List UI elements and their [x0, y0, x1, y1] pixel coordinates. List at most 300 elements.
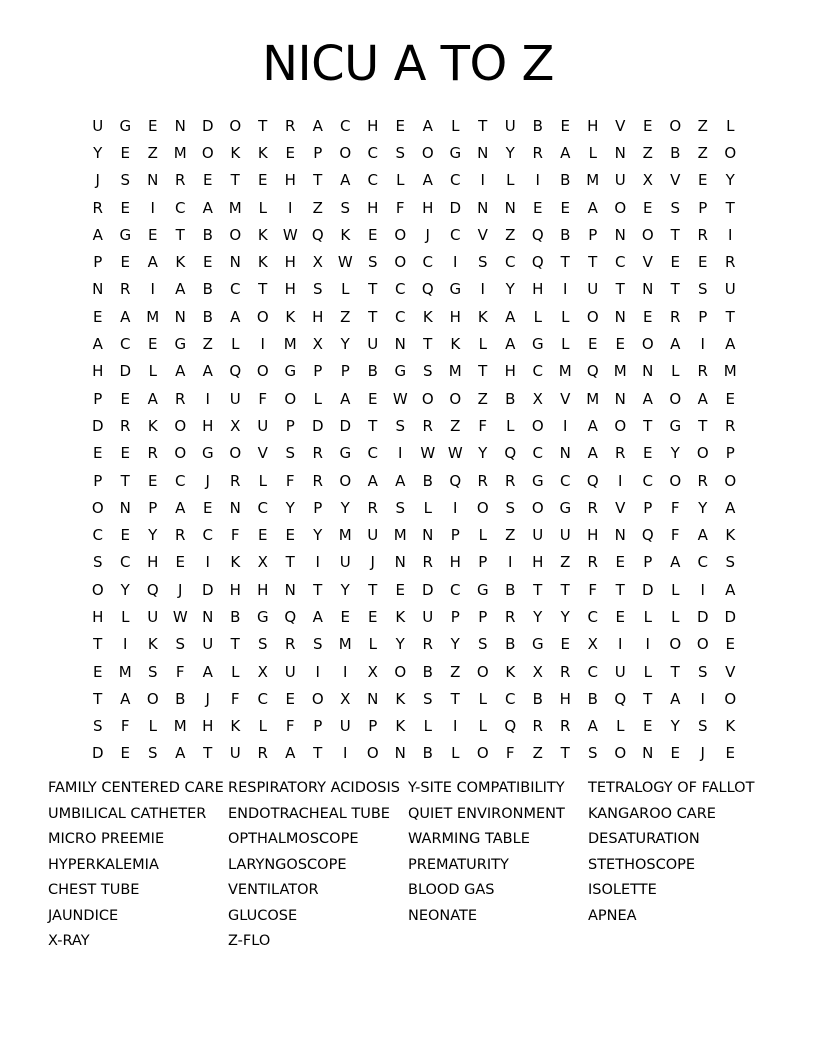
- grid-letter: H: [284, 171, 296, 190]
- grid-letter: I: [700, 580, 705, 599]
- grid-letter: C: [92, 526, 103, 545]
- grid-letter: T: [258, 116, 268, 135]
- grid-letter: E: [698, 171, 708, 190]
- grid-letter: R: [422, 416, 433, 435]
- word-list-item: UMBILICAL CATHETER: [48, 805, 207, 822]
- grid-letter: T: [725, 307, 735, 326]
- grid-letter: C: [450, 580, 461, 599]
- grid-letter: T: [230, 635, 240, 654]
- grid-letter: V: [615, 116, 626, 135]
- grid-letter: K: [257, 143, 268, 162]
- grid-letter: N: [504, 198, 516, 217]
- grid-letter: U: [92, 116, 104, 135]
- grid-letter: S: [175, 635, 186, 654]
- grid-letter: D: [724, 607, 737, 626]
- grid-letter: O: [586, 307, 599, 326]
- grid-letter: A: [340, 389, 351, 408]
- word-list-item: [588, 929, 788, 955]
- grid-letter: C: [395, 280, 406, 299]
- grid-letter: S: [312, 280, 323, 299]
- grid-letter: T: [478, 116, 488, 135]
- grid-letter: R: [505, 607, 516, 626]
- grid-letter: A: [697, 389, 708, 408]
- grid-letter: N: [92, 280, 104, 299]
- grid-letter: I: [618, 635, 623, 654]
- grid-letter: Q: [641, 526, 654, 545]
- grid-letter: O: [669, 635, 682, 654]
- grid-letter: N: [229, 253, 241, 272]
- grid-letter: A: [202, 662, 213, 681]
- grid-letter: X: [532, 389, 543, 408]
- grid-letter: X: [642, 171, 653, 190]
- grid-letter: T: [93, 689, 103, 708]
- grid-letter: E: [120, 253, 130, 272]
- grid-letter: H: [449, 307, 461, 326]
- grid-letter: F: [230, 689, 240, 708]
- grid-letter: P: [450, 607, 460, 626]
- grid-letter: H: [312, 307, 324, 326]
- grid-letter: O: [366, 744, 379, 763]
- grid-letter: S: [725, 553, 736, 572]
- grid-letter: F: [230, 526, 240, 545]
- grid-letter: Q: [586, 471, 599, 490]
- grid-letter: N: [394, 335, 406, 354]
- grid-letter: M: [338, 526, 352, 545]
- grid-row: [84, 576, 744, 603]
- grid-letter: V: [725, 662, 736, 681]
- grid-letter: P: [313, 362, 323, 381]
- grid-letter: L: [231, 335, 240, 354]
- grid-letter: D: [421, 580, 434, 599]
- grid-letter: E: [120, 526, 130, 545]
- grid-letter: S: [147, 662, 158, 681]
- grid-letter: W: [337, 253, 353, 272]
- grid-letter: T: [120, 471, 130, 490]
- grid-letter: S: [92, 553, 103, 572]
- grid-letter: E: [285, 143, 295, 162]
- grid-letter: E: [120, 444, 130, 463]
- grid-letter: T: [560, 253, 570, 272]
- grid-letter: B: [560, 171, 571, 190]
- grid-letter: Z: [505, 225, 516, 244]
- grid-letter: M: [723, 362, 737, 381]
- grid-letter: P: [93, 389, 103, 408]
- grid-letter: S: [395, 416, 406, 435]
- letter-grid: [84, 112, 744, 767]
- grid-letter: S: [505, 498, 516, 517]
- grid-letter: E: [203, 171, 213, 190]
- grid-letter: O: [394, 225, 407, 244]
- grid-letter: K: [725, 526, 736, 545]
- grid-letter: S: [147, 744, 158, 763]
- grid-letter: I: [398, 444, 403, 463]
- grid-letter: L: [643, 662, 652, 681]
- grid-letter: P: [340, 362, 350, 381]
- grid-letter: F: [285, 471, 295, 490]
- grid-letter: O: [724, 143, 737, 162]
- grid-letter: T: [230, 171, 240, 190]
- grid-letter: M: [558, 362, 572, 381]
- grid-letter: I: [123, 635, 128, 654]
- grid-letter: E: [285, 526, 295, 545]
- grid-letter: N: [202, 607, 214, 626]
- grid-letter: A: [312, 607, 323, 626]
- grid-letter: N: [174, 116, 186, 135]
- grid-letter: X: [532, 662, 543, 681]
- grid-letter: B: [532, 116, 543, 135]
- grid-letter: A: [587, 444, 598, 463]
- grid-letter: S: [422, 689, 433, 708]
- grid-letter: Y: [533, 607, 543, 626]
- grid-letter: O: [476, 662, 489, 681]
- grid-letter: O: [614, 416, 627, 435]
- word-list-item: [408, 929, 588, 955]
- grid-letter: A: [505, 307, 516, 326]
- grid-letter: X: [340, 689, 351, 708]
- grid-letter: R: [532, 143, 543, 162]
- grid-letter: A: [120, 307, 131, 326]
- grid-letter: E: [340, 607, 350, 626]
- grid-letter: A: [202, 198, 213, 217]
- grid-letter: E: [148, 116, 158, 135]
- grid-letter: T: [560, 580, 570, 599]
- grid-letter: K: [285, 307, 296, 326]
- grid-letter: U: [504, 116, 516, 135]
- grid-letter: F: [395, 198, 405, 217]
- word-list-item: BLOOD GAS: [408, 882, 495, 898]
- grid-letter: Y: [560, 607, 570, 626]
- grid-letter: D: [201, 116, 214, 135]
- grid-letter: T: [203, 744, 213, 763]
- grid-letter: H: [587, 116, 599, 135]
- grid-letter: R: [422, 635, 433, 654]
- grid-letter: A: [175, 362, 186, 381]
- grid-letter: O: [476, 498, 489, 517]
- grid-letter: A: [725, 498, 736, 517]
- word-list-item: JAUNDICE: [48, 907, 119, 924]
- grid-letter: O: [531, 416, 544, 435]
- grid-letter: V: [477, 225, 488, 244]
- grid-letter: N: [147, 171, 159, 190]
- grid-letter: A: [120, 689, 131, 708]
- grid-letter: M: [173, 143, 187, 162]
- grid-letter: I: [618, 471, 623, 490]
- grid-letter: Z: [697, 116, 708, 135]
- grid-letter: U: [614, 171, 626, 190]
- grid-letter: E: [93, 307, 103, 326]
- grid-letter: R: [697, 225, 708, 244]
- grid-letter: Z: [147, 143, 158, 162]
- grid-letter: H: [202, 416, 214, 435]
- grid-letter: T: [670, 225, 680, 244]
- word-list-item: MICRO PREEMIE: [48, 831, 165, 847]
- grid-letter: L: [726, 116, 735, 135]
- grid-letter: A: [175, 280, 186, 299]
- grid-letter: Y: [725, 171, 735, 190]
- grid-letter: N: [642, 280, 654, 299]
- grid-letter: G: [256, 607, 269, 626]
- grid-letter: E: [725, 744, 735, 763]
- grid-letter: F: [670, 526, 680, 545]
- grid-letter: Y: [120, 580, 130, 599]
- grid-letter: Z: [532, 744, 543, 763]
- grid-letter: T: [725, 198, 735, 217]
- grid-letter: I: [260, 335, 265, 354]
- grid-letter: V: [257, 444, 268, 463]
- grid-letter: F: [588, 580, 598, 599]
- grid-letter: C: [257, 689, 268, 708]
- grid-letter: O: [421, 389, 434, 408]
- grid-letter: O: [256, 307, 269, 326]
- grid-letter: R: [560, 662, 571, 681]
- grid-letter: M: [393, 526, 407, 545]
- grid-letter: O: [256, 362, 269, 381]
- grid-letter: Q: [311, 225, 324, 244]
- grid-letter: U: [257, 416, 269, 435]
- grid-letter: S: [120, 171, 131, 190]
- grid-letter: L: [368, 635, 377, 654]
- grid-letter: T: [478, 362, 488, 381]
- grid-letter: H: [367, 116, 379, 135]
- grid-letter: L: [396, 171, 405, 190]
- grid-letter: L: [258, 717, 267, 736]
- grid-letter: X: [587, 635, 598, 654]
- grid-letter: R: [532, 717, 543, 736]
- grid-letter: O: [394, 253, 407, 272]
- grid-letter: F: [120, 717, 130, 736]
- grid-letter: R: [422, 553, 433, 572]
- grid-letter: Y: [395, 635, 405, 654]
- grid-letter: B: [505, 580, 516, 599]
- grid-letter: E: [615, 335, 625, 354]
- grid-letter: R: [175, 171, 186, 190]
- grid-letter: Z: [697, 143, 708, 162]
- grid-letter: T: [670, 662, 680, 681]
- grid-letter: I: [480, 280, 485, 299]
- grid-letter: S: [697, 280, 708, 299]
- grid-letter: L: [671, 607, 680, 626]
- word-list-item: DESATURATION: [588, 831, 700, 847]
- grid-letter: Y: [478, 444, 488, 463]
- grid-letter: L: [561, 335, 570, 354]
- grid-letter: U: [367, 526, 379, 545]
- grid-letter: Q: [531, 225, 544, 244]
- grid-letter: A: [285, 744, 296, 763]
- grid-letter: I: [453, 253, 458, 272]
- grid-row: [84, 685, 744, 712]
- grid-letter: R: [230, 471, 241, 490]
- grid-row: [84, 385, 744, 412]
- grid-letter: H: [587, 526, 599, 545]
- grid-letter: L: [451, 744, 460, 763]
- grid-letter: E: [643, 444, 653, 463]
- grid-letter: H: [422, 198, 434, 217]
- grid-letter: N: [642, 362, 654, 381]
- grid-letter: P: [450, 526, 460, 545]
- grid-letter: I: [205, 553, 210, 572]
- grid-letter: M: [586, 389, 600, 408]
- grid-letter: S: [340, 198, 351, 217]
- grid-letter: Q: [146, 580, 159, 599]
- grid-letter: K: [340, 225, 351, 244]
- grid-letter: A: [670, 553, 681, 572]
- grid-letter: Y: [340, 335, 350, 354]
- grid-letter: H: [367, 198, 379, 217]
- grid-letter: H: [559, 689, 571, 708]
- grid-letter: E: [615, 553, 625, 572]
- grid-letter: E: [670, 744, 680, 763]
- grid-letter: L: [148, 362, 157, 381]
- grid-letter: T: [450, 689, 460, 708]
- grid-letter: P: [643, 498, 653, 517]
- grid-letter: C: [642, 471, 653, 490]
- grid-letter: E: [533, 198, 543, 217]
- grid-letter: W: [172, 607, 188, 626]
- grid-letter: N: [119, 498, 131, 517]
- word-list-item: FAMILY CENTERED CARE: [48, 780, 224, 796]
- grid-letter: N: [422, 526, 434, 545]
- grid-row: [84, 112, 744, 139]
- grid-letter: G: [119, 225, 132, 244]
- grid-letter: R: [312, 471, 323, 490]
- grid-letter: S: [477, 635, 488, 654]
- grid-letter: Y: [450, 635, 460, 654]
- grid-letter: O: [669, 471, 682, 490]
- grid-letter: M: [338, 635, 352, 654]
- grid-letter: F: [670, 498, 680, 517]
- grid-letter: O: [531, 498, 544, 517]
- grid-letter: B: [422, 744, 433, 763]
- grid-letter: T: [560, 744, 570, 763]
- grid-letter: E: [615, 607, 625, 626]
- grid-letter: T: [368, 307, 378, 326]
- grid-letter: B: [670, 143, 681, 162]
- grid-letter: K: [230, 143, 241, 162]
- grid-letter: U: [614, 662, 626, 681]
- grid-letter: C: [505, 253, 516, 272]
- grid-letter: T: [313, 744, 323, 763]
- grid-letter: Y: [93, 143, 103, 162]
- grid-letter: F: [505, 744, 515, 763]
- grid-letter: T: [698, 416, 708, 435]
- grid-letter: T: [423, 335, 433, 354]
- grid-row: [84, 248, 744, 275]
- grid-letter: O: [146, 689, 159, 708]
- grid-letter: L: [258, 198, 267, 217]
- grid-row: [84, 412, 744, 439]
- grid-letter: U: [147, 607, 159, 626]
- grid-letter: F: [478, 416, 488, 435]
- grid-letter: Q: [504, 444, 517, 463]
- grid-letter: L: [258, 471, 267, 490]
- grid-letter: C: [587, 662, 598, 681]
- grid-letter: E: [560, 198, 570, 217]
- grid-row: [84, 658, 744, 685]
- grid-letter: O: [724, 471, 737, 490]
- grid-letter: R: [285, 635, 296, 654]
- grid-letter: C: [615, 253, 626, 272]
- grid-letter: D: [119, 362, 132, 381]
- grid-letter: N: [394, 553, 406, 572]
- grid-row: [84, 167, 744, 194]
- grid-letter: E: [175, 553, 185, 572]
- word-list-item: GLUCOSE: [228, 907, 298, 924]
- grid-letter: B: [505, 635, 516, 654]
- grid-letter: H: [92, 362, 104, 381]
- grid-letter: E: [725, 635, 735, 654]
- grid-row: [84, 713, 744, 740]
- grid-letter: T: [643, 689, 653, 708]
- grid-letter: S: [697, 717, 708, 736]
- grid-letter: G: [559, 498, 572, 517]
- grid-letter: U: [422, 607, 434, 626]
- grid-letter: I: [315, 662, 320, 681]
- grid-letter: U: [532, 526, 544, 545]
- grid-letter: J: [700, 744, 705, 763]
- grid-letter: K: [505, 662, 516, 681]
- grid-letter: X: [312, 335, 323, 354]
- grid-letter: E: [643, 307, 653, 326]
- grid-letter: R: [92, 198, 103, 217]
- grid-letter: X: [257, 662, 268, 681]
- grid-row: [84, 221, 744, 248]
- grid-letter: B: [422, 471, 433, 490]
- grid-letter: N: [229, 498, 241, 517]
- grid-letter: C: [367, 444, 378, 463]
- grid-letter: I: [508, 553, 513, 572]
- grid-letter: P: [93, 253, 103, 272]
- grid-letter: E: [258, 171, 268, 190]
- grid-letter: E: [588, 335, 598, 354]
- grid-letter: T: [533, 580, 543, 599]
- grid-letter: E: [120, 198, 130, 217]
- grid-letter: R: [175, 389, 186, 408]
- grid-letter: A: [725, 335, 736, 354]
- grid-letter: C: [230, 280, 241, 299]
- grid-letter: O: [229, 225, 242, 244]
- grid-letter: I: [343, 744, 348, 763]
- grid-letter: Z: [312, 198, 323, 217]
- grid-letter: K: [257, 253, 268, 272]
- grid-letter: R: [285, 116, 296, 135]
- grid-letter: I: [563, 280, 568, 299]
- grid-letter: R: [120, 416, 131, 435]
- grid-letter: S: [422, 362, 433, 381]
- grid-letter: K: [450, 335, 461, 354]
- grid-letter: Z: [505, 526, 516, 545]
- grid-letter: Y: [313, 526, 323, 545]
- grid-letter: L: [451, 116, 460, 135]
- grid-letter: A: [587, 416, 598, 435]
- grid-letter: U: [587, 280, 599, 299]
- grid-letter: A: [395, 471, 406, 490]
- grid-letter: K: [395, 689, 406, 708]
- grid-letter: D: [696, 607, 709, 626]
- grid-letter: I: [535, 171, 540, 190]
- grid-letter: W: [282, 225, 298, 244]
- grid-letter: M: [173, 717, 187, 736]
- grid-letter: K: [725, 717, 736, 736]
- grid-letter: A: [92, 335, 103, 354]
- grid-letter: V: [615, 498, 626, 517]
- grid-letter: K: [477, 307, 488, 326]
- grid-letter: J: [95, 171, 100, 190]
- grid-letter: G: [531, 471, 544, 490]
- grid-letter: E: [148, 225, 158, 244]
- grid-letter: T: [313, 580, 323, 599]
- grid-letter: Z: [450, 662, 461, 681]
- grid-letter: L: [148, 717, 157, 736]
